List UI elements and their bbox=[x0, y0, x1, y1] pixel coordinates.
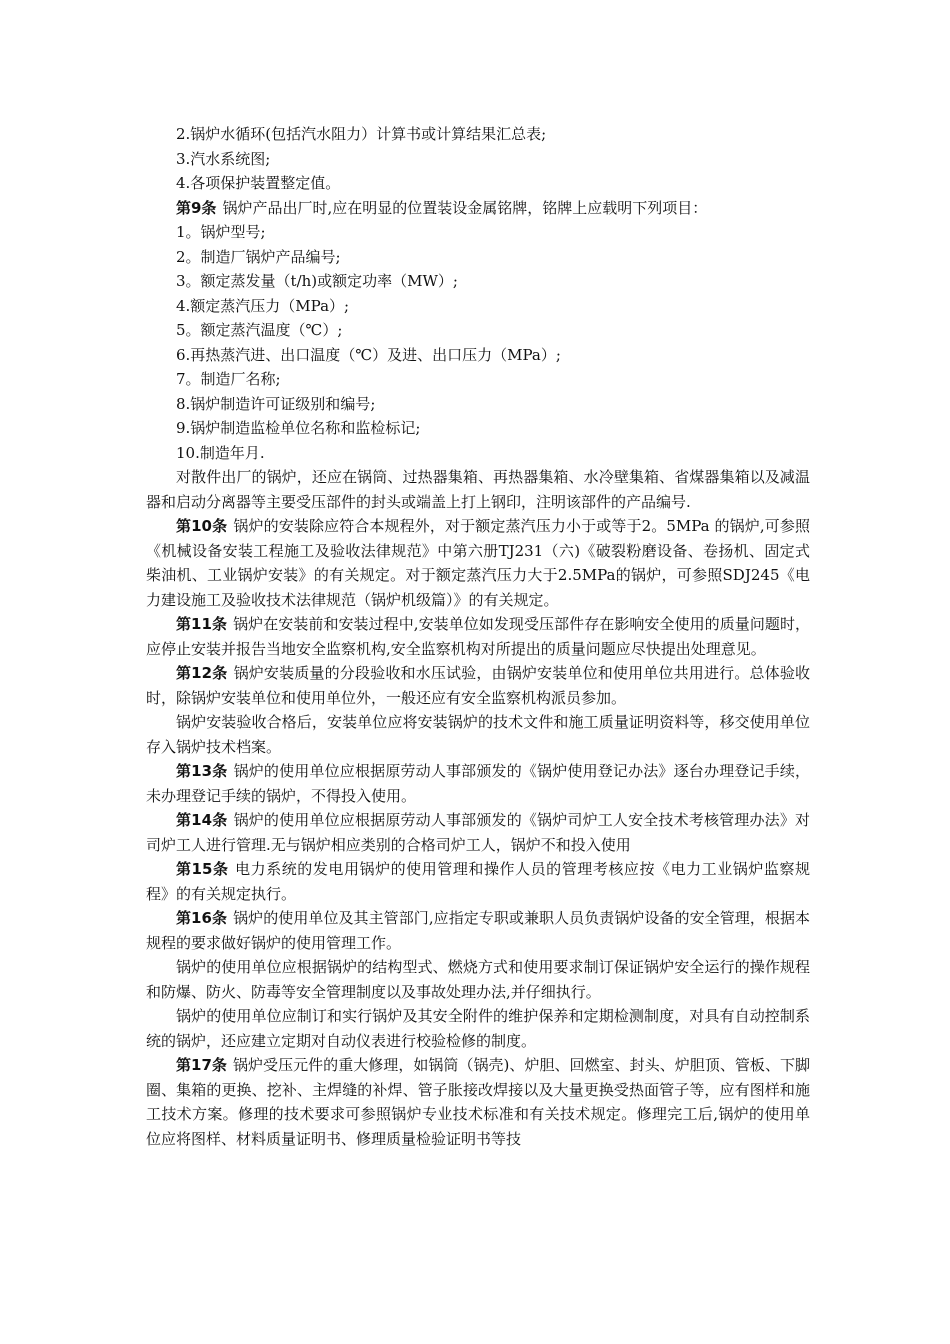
article-11 bbox=[146, 612, 810, 661]
article-9 bbox=[146, 196, 810, 221]
article-label: 第12条 bbox=[176, 664, 228, 682]
list-item: 3。额定蒸发量（t/h)或额定功率（MW）; bbox=[176, 272, 458, 290]
article-13 bbox=[146, 759, 810, 808]
article-16 bbox=[146, 906, 810, 955]
article-label: 第11条 bbox=[176, 615, 228, 633]
article-label: 第13条 bbox=[176, 762, 228, 780]
document-body bbox=[146, 122, 810, 1151]
article-12 bbox=[146, 661, 810, 710]
list-item: 3.汽水系统图; bbox=[176, 149, 271, 168]
list-item: 1。锅炉型号; bbox=[176, 223, 266, 241]
list-item: 2。制造厂锅炉产品编号; bbox=[176, 247, 341, 266]
article-text: 锅炉的使用单位应根据原劳动人事部颁发的《锅炉使用登记办法》逐台办理登记手续，未办理登记手续的锅炉，不得投入使用。 bbox=[146, 762, 810, 805]
paragraph: 锅炉的使用单位应根据锅炉的结构型式、燃烧方式和使用要求制订保证锅炉安全运行的操作规程和防爆、防火、防毒等安全管理制度以及事故处理办法,并仔细执行。 bbox=[146, 958, 810, 1001]
list-item: 8.锅炉制造许可证级别和编号; bbox=[176, 394, 376, 413]
article-label: 第16条 bbox=[176, 909, 228, 927]
article-text: 锅炉的使用单位应根据原劳动人事部颁发的《锅炉司炉工人安全技术考核管理办法》对司炉工人进行管理.无与锅炉相应类别的合格司炉工人，锅炉不和投入使用 bbox=[146, 811, 810, 854]
list-item: 4.额定蒸汽压力（MPa）; bbox=[176, 296, 350, 315]
article-text: 电力系统的发电用锅炉的使用管理和操作人员的管理考核应按《电力工业锅炉监察规程》的有关规定执行。 bbox=[146, 860, 811, 903]
article-text: 锅炉的安装除应符合本规程外，对于额定蒸汽压力小于或等于2。5MPa 的锅炉,可参照《机械设备安装工程施工及验收法律规范》中第六册TJ231（六)《破裂粉磨设备、卷扬机、固定式柴油机、工业锅炉安装》的有关规定。对于额定蒸汽压力大于2.5MPa的锅炉，可参照SDJ245《电力建设施工及验收技术法律规范（锅炉机级篇）》的有关规定。 bbox=[146, 517, 810, 609]
article-label: 第17条 bbox=[176, 1056, 227, 1074]
list-item: 6.再热蒸汽进、出口温度（℃）及进、出口压力（MPa）; bbox=[176, 345, 561, 364]
article-text: 锅炉安装质量的分段验收和水压试验，由锅炉安装单位和使用单位共用进行。总体验收时，除锅炉安装单位和使用单位外，一般还应有安全监察机构派员参加。 bbox=[146, 664, 810, 707]
article-text: 锅炉产品出厂时,应在明显的位置装设金属铭牌，铭牌上应载明下列项目： bbox=[222, 198, 708, 217]
article-label: 第14条 bbox=[176, 811, 228, 829]
article-text: 锅炉在安装前和安装过程中,安装单位如发现受压部件存在影响安全使用的质量问题时，应停止安装并报告当地安全监察机构,安全监察机构对所提出的质量问题应尽快提出处理意见。 bbox=[146, 615, 810, 658]
article-10 bbox=[146, 514, 810, 612]
list-item: 9.锅炉制造监检单位名称和监检标记; bbox=[176, 419, 421, 437]
article-label: 第15条 bbox=[176, 860, 229, 878]
paragraph: 对散件出厂的锅炉，还应在锅筒、过热器集箱、再热器集箱、水冷壁集箱、省煤器集箱以及减温器和启动分离器等主要受压部件的封头或端盖上打上钢印，注明该部件的产品编号. bbox=[146, 468, 810, 511]
article-text: 锅炉的使用单位及其主管部门,应指定专职或兼职人员负责锅炉设备的安全管理，根据本规程的要求做好锅炉的使用管理工作。 bbox=[146, 909, 810, 952]
article-15 bbox=[146, 857, 810, 906]
article-14 bbox=[146, 808, 810, 857]
list-item: 4.各项保护装置整定值。 bbox=[176, 174, 341, 192]
article-label: 第10条 bbox=[176, 517, 228, 535]
list-item: 5。额定蒸汽温度（℃）; bbox=[176, 321, 343, 339]
list-item: 10.制造年月. bbox=[176, 443, 265, 462]
article-text: 锅炉受压元件的重大修理，如锅筒（锅壳)、炉胆、回燃室、封头、炉胆顶、管板、下脚圈、集箱的更换、挖补、主焊缝的补焊、管子胀接改焊接以及大量更换受热面管子等，应有图样和施工技术方案。修理的技术要求可参照锅炉专业技术标准和有关技术规定。修理完工后,锅炉的使用单位应将图样、材料质量证明书、修理质量检验证明书等技 bbox=[146, 1056, 811, 1148]
list-item: 2.锅炉水循环(包括汽水阻力）计算书或计算结果汇总表; bbox=[176, 125, 547, 143]
article-17 bbox=[146, 1053, 810, 1151]
article-label: 第9条 bbox=[176, 198, 217, 217]
list-item: 7。制造厂名称; bbox=[176, 370, 281, 388]
paragraph: 锅炉的使用单位应制订和实行锅炉及其安全附件的维护保养和定期检测制度，对具有自动控制系统的锅炉，还应建立定期对自动仪表进行校验检修的制度。 bbox=[146, 1007, 810, 1050]
paragraph: 锅炉安装验收合格后，安装单位应将安装锅炉的技术文件和施工质量证明资料等，移交使用单位存入锅炉技术档案。 bbox=[146, 713, 810, 756]
